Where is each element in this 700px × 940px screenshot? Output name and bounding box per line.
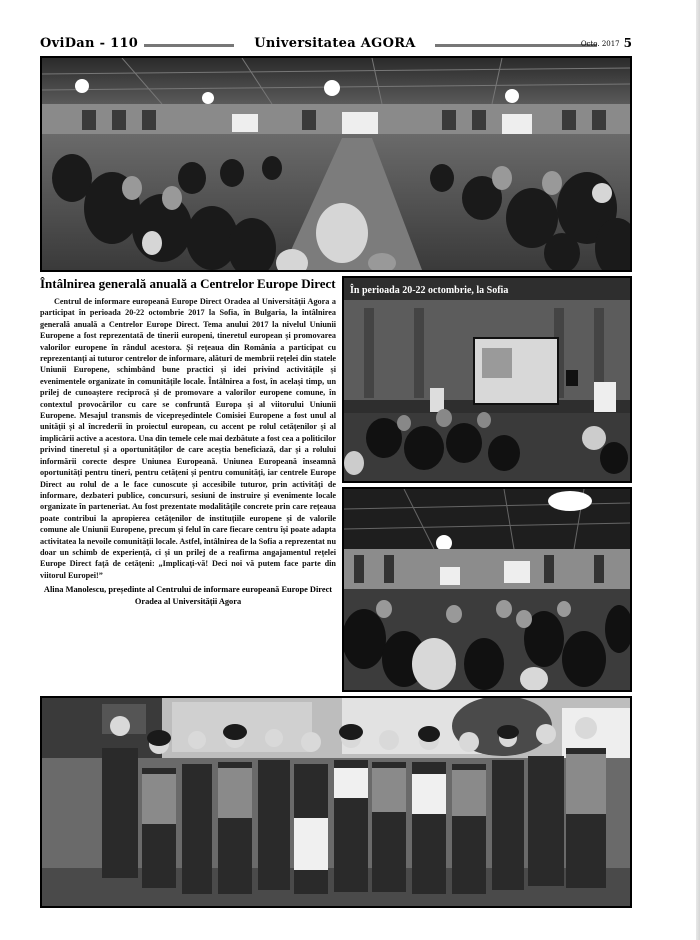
page-header [40,36,632,54]
page-edge [678,0,700,940]
page-number: Octo. 2017 5 [580,36,632,50]
photo-audience [342,487,632,692]
group-image [42,698,630,906]
photo-presentation [342,276,632,483]
header-rule-right [435,44,597,47]
issue-date: Octo. 2017 [580,40,620,48]
photo-caption: În perioada 20-22 octombrie, la Sofia [350,285,509,296]
article-title: Întâlnirea generală anuală a Centrelor Europe Direct [40,276,336,291]
publication-title: Universitatea AGORA [254,36,416,51]
article-body: Centrul de informare europeană Europe Direct Oradea al Universității Agora a participat în perioada 20-22 octombrie 2017 la Sofia, în Bulgaria, la întâlnirea generală anuală a Centrelor Europe Direct. Tema anului 2017 la nivelul Uniunii Europene a fost reprezentată de tinerii europeni, tineretul european și promovarea valorilor europene în rândul acestora. Și rețeaua din România a participat cu reprezentanți ai tuturor centrelor de informare, alături de membrii rețelei din statele Uniunii Europene, schimbând bune practici și idei privind activitățile și evenimentele organizate în comunitățile locale. Întâlnirea a fost, în același timp, un prilej de cunoaștere reciprocă și de promovare a valorilor europene comune, în contextul provocărilor cu care se confruntă Europa și al viitorului Uniunii Europene. Mesajul transmis de vicepreședintele Comisiei Europene a fost unul al unității și al încrederii în proiectul european, cu accent pe rolul cetățenilor și al implicării active a acestora. Una din temele cele mai dezbătute a fost cea a politicilor privind tineretul și a oportunităților de care aceștia beneficiază, dar și a rolului informării corecte despre Uniunea Europeană. Uniunea Europeană înseamnă oportunități pentru tineri, pentru cetățeni și pentru comunități, iar centrele Europe Direct au rolul de a le face cunoscute și accesibile tuturor, prin activități de informare, dezbateri publice, concursuri, sesiuni de instruire și evenimente locale organizate în parteneriat. Au fost prezentate modalitățile concrete prin care rețeaua poate contribui la apropierea cetățenilor de instituțiile europene și de valorile comune ale Uniunii Europene, precum și felul în care fiecare centru își poate adapta activitatea la nevoile comunității locale. Astfel, întâlnirea de la Sofia a reprezentat nu doar un schimb de experiență, ci și un prilej de a reafirma angajamentul rețelei Europe Direct față de cetățeni: „Implicați-vă! Deci noi vă putem face parte din viitorul Europei!” [40,297,336,580]
article [40,276,336,692]
photo-conference-hall [40,56,632,272]
photo-group [40,696,632,908]
audience-image [344,489,630,690]
article-signature: Alina Manolescu, președinte al Centrului de informare europeană Europe Direct Oradea al Universității Agora [43,585,333,606]
issue-number: OviDan - 110 [40,36,139,51]
conference-hall-image [42,58,630,270]
header-rule-left [144,44,234,47]
presentation-image [344,278,630,481]
